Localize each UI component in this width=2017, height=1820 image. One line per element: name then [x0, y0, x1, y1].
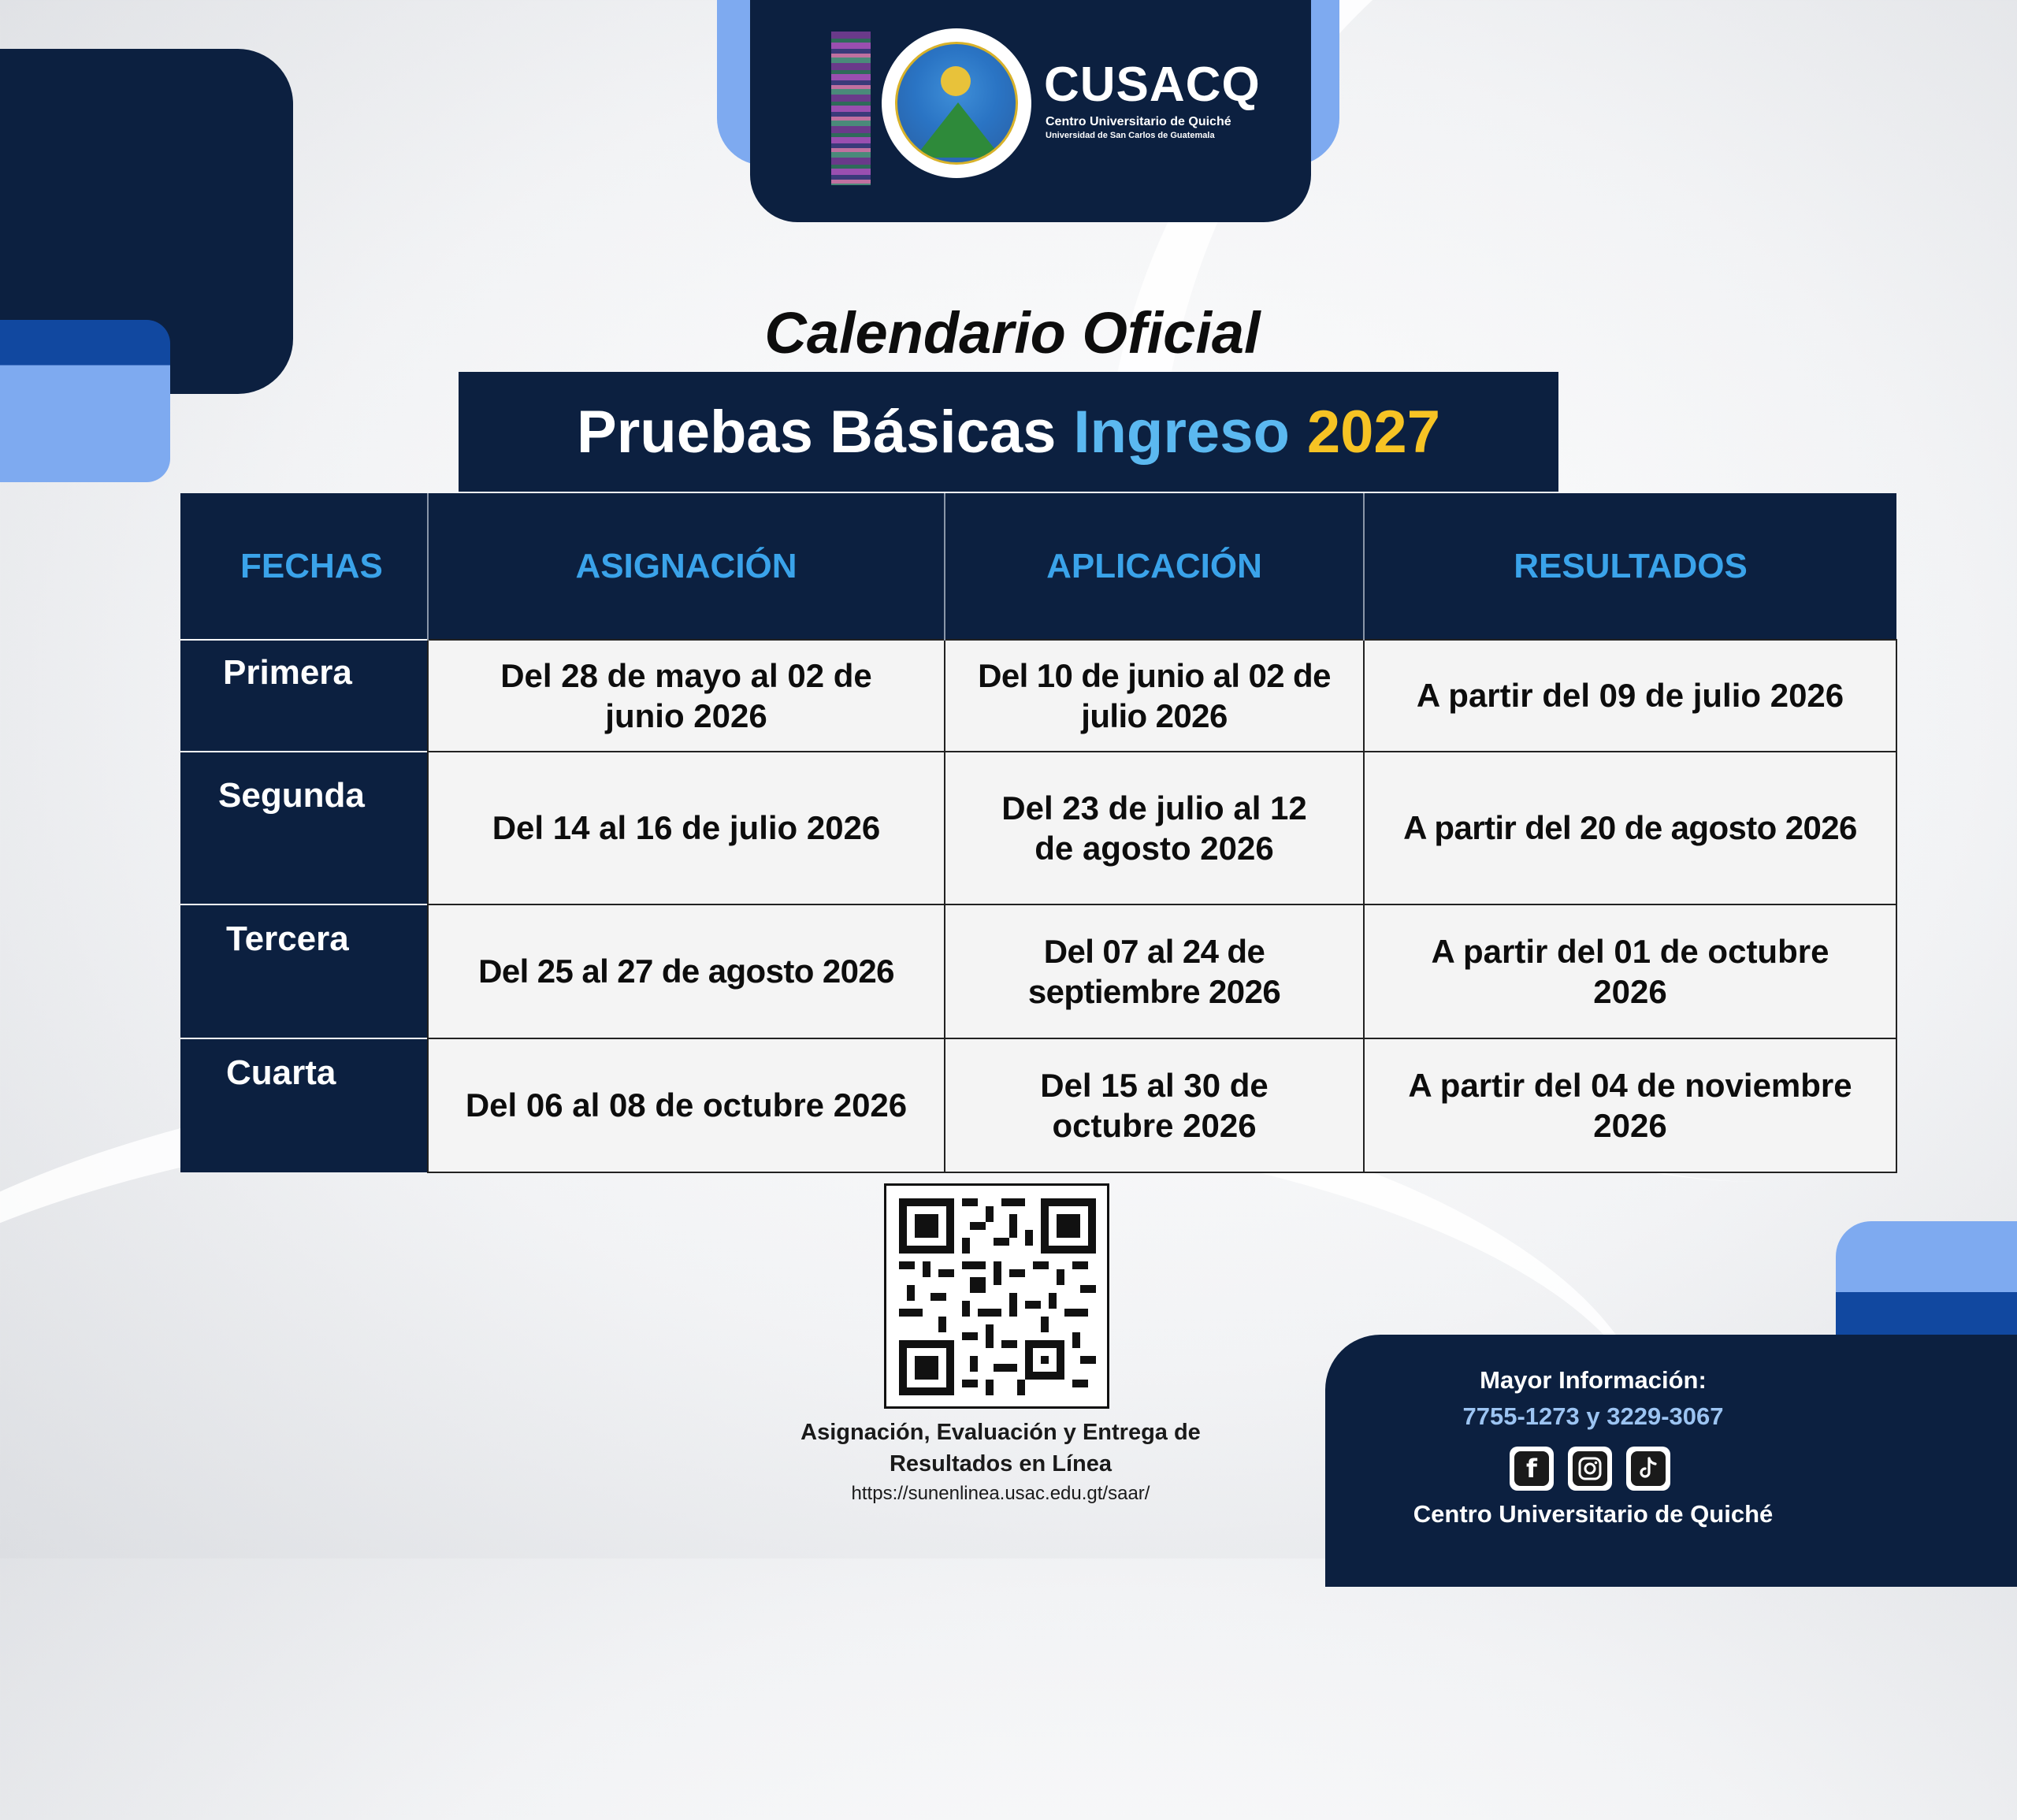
social-icons — [1510, 1447, 1675, 1494]
table-row — [180, 1038, 1896, 1172]
page-title: Calendario Oficial — [764, 300, 1261, 366]
row-label: Tercera — [180, 904, 428, 1038]
table-row — [180, 640, 1896, 752]
title-banner — [459, 372, 1558, 492]
facebook-icon[interactable]: f — [1510, 1447, 1554, 1491]
banner-text-year: 2027 — [1306, 398, 1440, 466]
row-label: Cuarta — [180, 1038, 428, 1172]
banner-text-part2: Ingreso — [1073, 398, 1290, 466]
cell-resultados: A partir del 01 de octubre 2026 — [1364, 904, 1896, 1038]
row-label: Segunda — [180, 752, 428, 904]
qr-caption-line1: Asignación, Evaluación y Entrega de — [800, 1420, 1201, 1445]
cell-asignacion: Del 25 al 27 de agosto 2026 — [428, 904, 945, 1038]
banner-text-part1: Pruebas Básicas — [577, 398, 1057, 466]
info-phones: 7755-1273 y 3229-3067 — [1462, 1402, 1724, 1430]
schedule-table — [180, 493, 1897, 1173]
row-label: Primera — [180, 640, 428, 752]
instagram-icon[interactable] — [1568, 1447, 1612, 1491]
brand-name: CUSACQ — [1044, 58, 1261, 112]
cell-aplicacion: Del 10 de junio al 02 de julio 2026 — [945, 640, 1364, 752]
cell-asignacion: Del 28 de mayo al 02 de junio 2026 — [428, 640, 945, 752]
info-title: Mayor Información: — [1480, 1366, 1707, 1394]
textile-strip-icon — [831, 32, 871, 185]
cell-resultados: A partir del 09 de julio 2026 — [1364, 640, 1896, 752]
header-fechas: FECHAS — [180, 493, 428, 640]
header-aplicacion: APLICACIÓN — [945, 493, 1364, 640]
cell-aplicacion: Del 15 al 30 de octubre 2026 — [945, 1038, 1364, 1172]
qr-caption-line2: Resultados en Línea — [889, 1451, 1112, 1476]
cusacq-logo — [831, 25, 1261, 187]
header-asignacion: ASIGNACIÓN — [428, 493, 945, 640]
cell-aplicacion: Del 07 al 24 de septiembre 2026 — [945, 904, 1364, 1038]
table-row — [180, 752, 1896, 904]
cell-asignacion: Del 06 al 08 de octubre 2026 — [428, 1038, 945, 1172]
brand-subtitle: Centro Universitario de Quiché — [1046, 115, 1231, 128]
tiktok-icon[interactable] — [1626, 1447, 1670, 1491]
cell-aplicacion: Del 23 de julio al 12 de agosto 2026 — [945, 752, 1364, 904]
qr-code[interactable] — [884, 1183, 1109, 1409]
table-header-row — [180, 493, 1896, 640]
cell-asignacion: Del 14 al 16 de julio 2026 — [428, 752, 945, 904]
cell-resultados: A partir del 20 de agosto 2026 — [1364, 752, 1896, 904]
info-organization: Centro Universitario de Quiché — [1413, 1500, 1774, 1528]
qr-code-icon — [899, 1198, 1096, 1395]
university-seal-icon — [882, 28, 1031, 178]
table-row — [180, 904, 1896, 1038]
qr-url-link[interactable]: https://sunenlinea.usac.edu.gt/saar/ — [851, 1483, 1150, 1504]
brand-subtitle-university: Universidad de San Carlos de Guatemala — [1046, 131, 1215, 140]
header-resultados: RESULTADOS — [1364, 493, 1896, 640]
cell-resultados: A partir del 04 de noviembre 2026 — [1364, 1038, 1896, 1172]
